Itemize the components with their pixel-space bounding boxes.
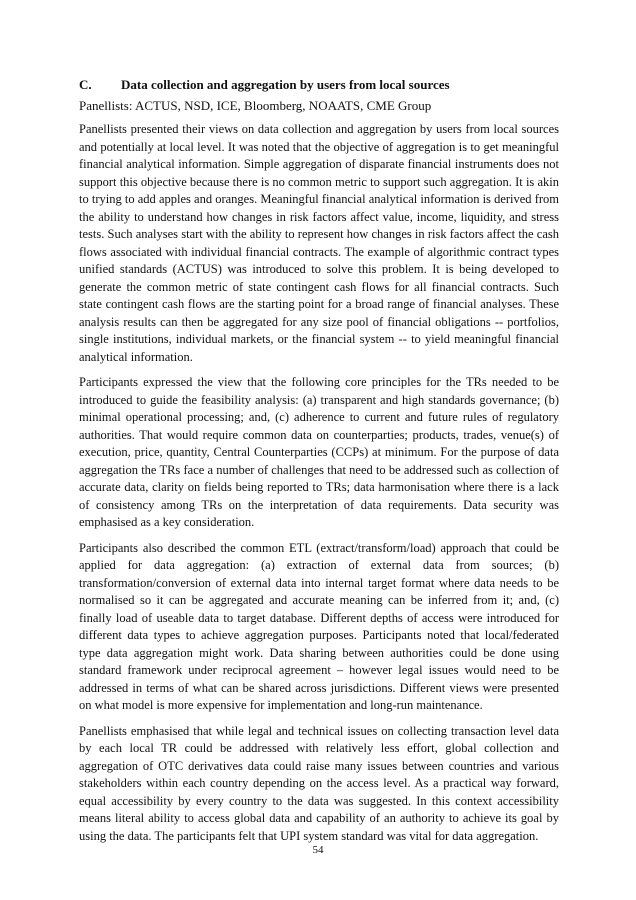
- page-number: 54: [312, 844, 324, 856]
- section-title: Data collection and aggregation by users from local sources: [121, 77, 450, 92]
- section-letter: C.: [79, 77, 92, 92]
- panellists-line: Panellists: ACTUS, NSD, ICE, Bloomberg, NOAATS, CME Group: [79, 98, 432, 113]
- paragraph-1: Panellists presented their views on data collection and aggregation by users from local sources and potentially at local level. It was noted that the objective of aggregation is to get meaningful financial analytical information. Simple aggregation of disparate financial instruments does not support this objective because there is no common metric to support such aggregation. It is akin to trying to add apples and oranges. Meaningful financial analytical information is derived from the ability to understand how changes in risk factors affect value, income, liquidity, and stress tests. Such analyses start with the ability to represent how changes in risk factors affect the cash flows associated with individual financial contracts. The example of algorithmic contract types unified standards (ACTUS) was introduced to solve this problem. It is being developed to generate the common metric of state contingent cash flows for all financial contracts. Such state contingent cash flows are the starting point for a broad range of financial analyses. These analysis results can then be aggregated for any size pool of financial obligations -- portfolios, single institutions, individual markets, or the financial system -- to yield meaningful financial analytical information.: [79, 122, 559, 364]
- paragraph-3: Participants also described the common ETL (extract/transform/load) approach that could be applied for data aggregation: (a) extraction of external data from sources; (b) transformation/conversion of external data into internal target format where data needs to be normalised so it can be aggregated and accurate meaning can be inferred from it; and, (c) finally load of useable data to target database. Different depths of access were introduced for different data types to achieve aggregation purposes. Participants noted that local/federated type data aggregation might work. Data sharing between authorities could be done using standard framework under reciprocal agreement – however legal issues would need to be addressed in terms of what can be shared across jurisdictions. Different views were presented on what model is more expensive for implementation and long-run maintenance.: [79, 540, 559, 712]
- paragraph-4: Panellists emphasised that while legal and technical issues on collecting transaction level data by each local TR could be addressed with relatively less effort, global collection and aggregation of OTC derivatives data could raise many issues between countries and various stakeholders within each country depending on the access level. As a practical way forward, equal accessibility by every country to the data was suggested. In this context accessibility means literal ability to access global data and capability of an authority to achieve its goal by using the data. The participants felt that UPI system standard was vital for data aggregation.: [79, 723, 559, 843]
- section-heading: [79, 76, 559, 93]
- paragraph-2: Participants expressed the view that the following core principles for the TRs needed to be introduced to guide the feasibility analysis: (a) transparent and high standards governance; (b) minimal operational processing; and, (c) adherence to current and future rules of regulatory authorities. That would require common data on counterparties; products, trades, venue(s) of execution, price, quantity, Central Counterparties (CCPs) at minimum. For the purpose of data aggregation the TRs face a number of challenges that need to be addressed such as collection of accurate data, clarity on fields being reported to TRs; data harmonisation where there is a lack of consistency among TRs on the interpretation of data requirements. Data security was emphasised as a key consideration.: [79, 375, 559, 529]
- page-content: [79, 76, 559, 853]
